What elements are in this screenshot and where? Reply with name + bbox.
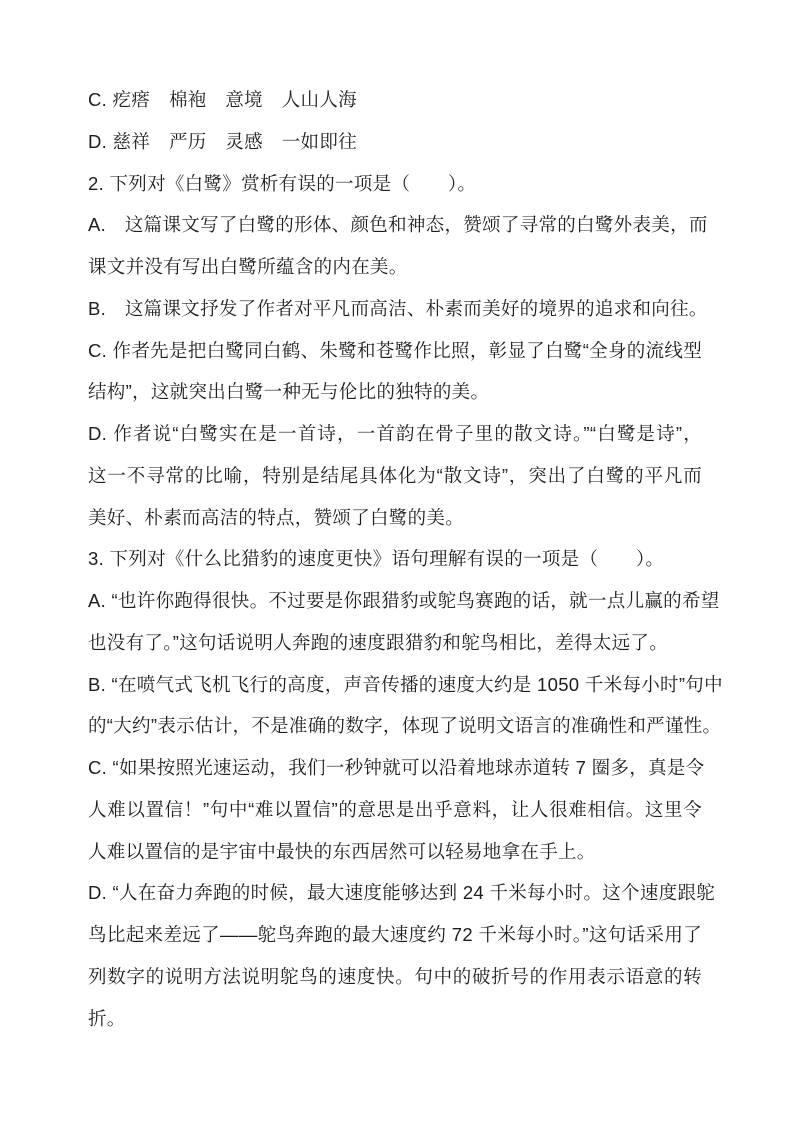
q3-option-b-line-1: B. “在喷气式飞机飞行的高度，声音传播的速度大约是 1050 千米每小时”句中 xyxy=(88,673,723,695)
q2-option-d-line-3: 美好、朴素而高洁的特点，赞颂了白鹭的美。 xyxy=(88,506,465,528)
q3-option-d-line-1: D. “人在奋力奔跑的时候，最大速度能够达到 24 千米每小时。这个速度跟鸵 xyxy=(88,882,716,904)
q1-option-c-line-1: C. 疙瘩 棉袍 意境 人山人海 xyxy=(88,89,357,110)
q3-option-b-line-2: 的“大约”表示估计，不是准确的数字，体现了说明文语言的准确性和严谨性。 xyxy=(88,715,722,737)
q3-option-d-line-3: 列数字的说明方法说明鸵鸟的速度快。句中的破折号的作用表示语意的转 xyxy=(88,965,702,987)
q2-stem-line-1: 2. 下列对《白鹭》赏析有误的一项是（ ）。 xyxy=(88,172,477,194)
q2-option-d-line-2: 这一不寻常的比喻，特别是结尾具体化为“散文诗”，突出了白鹭的平凡而 xyxy=(88,464,702,486)
q2-option-d-line-1: D. 作者说“白鹭实在是一首诗，一首韵在骨子里的散文诗。”“白鹭是诗”， xyxy=(88,423,702,444)
q2-option-b-line-1: B. 这篇课文抒发了作者对平凡而高洁、朴素而美好的境界的追求和向往。 xyxy=(88,297,708,319)
q3-option-c-line-3: 人难以置信的是宇宙中最快的东西居然可以轻易地拿在手上。 xyxy=(88,840,596,862)
q3-option-a-line-2: 也没有了。”这句话说明人奔跑的速度跟猎豹和鸵鸟相比，差得太远了。 xyxy=(88,631,669,653)
q3-option-a-line-1: A. “也许你跑得很快。不过要是你跟猎豹或鸵鸟赛跑的话，就一点儿赢的希望 xyxy=(88,590,720,611)
q3-option-d-line-2: 鸟比起来差远了——鸵鸟奔跑的最大速度约 72 千米每小时。”这句话采用了 xyxy=(88,924,702,945)
q2-option-c-line-1: C. 作者先是把白鹭同白鹤、朱鹭和苍鹭作比照，彰显了白鹭“全身的流线型 xyxy=(88,339,702,361)
q2-option-a-line-1: A. 这篇课文写了白鹭的形体、颜色和神态，赞颂了寻常的白鹭外表美，而 xyxy=(88,214,708,236)
q3-option-c-line-1: C. “如果按照光速运动，我们一秒钟就可以沿着地球赤道转 7 圈多，真是令 xyxy=(88,757,705,778)
q3-option-d-line-4: 折。 xyxy=(88,1007,126,1029)
q2-option-c-line-2: 结构”，这就突出白鹭一种无与伦比的独特的美。 xyxy=(88,381,490,403)
q3-stem-line-1: 3. 下列对《什么比猎豹的速度更快》语句理解有误的一项是（ ）。 xyxy=(88,548,665,570)
q3-option-c-line-2: 人难以置信！”句中“难以置信”的意思是出乎意料，让人很难相信。这里令 xyxy=(88,798,702,820)
q2-option-a-line-2: 课文并没有写出白鹭所蕴含的内在美。 xyxy=(88,256,408,277)
q1-option-d-line-1: D. 慈祥 严历 灵感 一如即往 xyxy=(88,130,357,152)
document-body xyxy=(88,79,723,1039)
